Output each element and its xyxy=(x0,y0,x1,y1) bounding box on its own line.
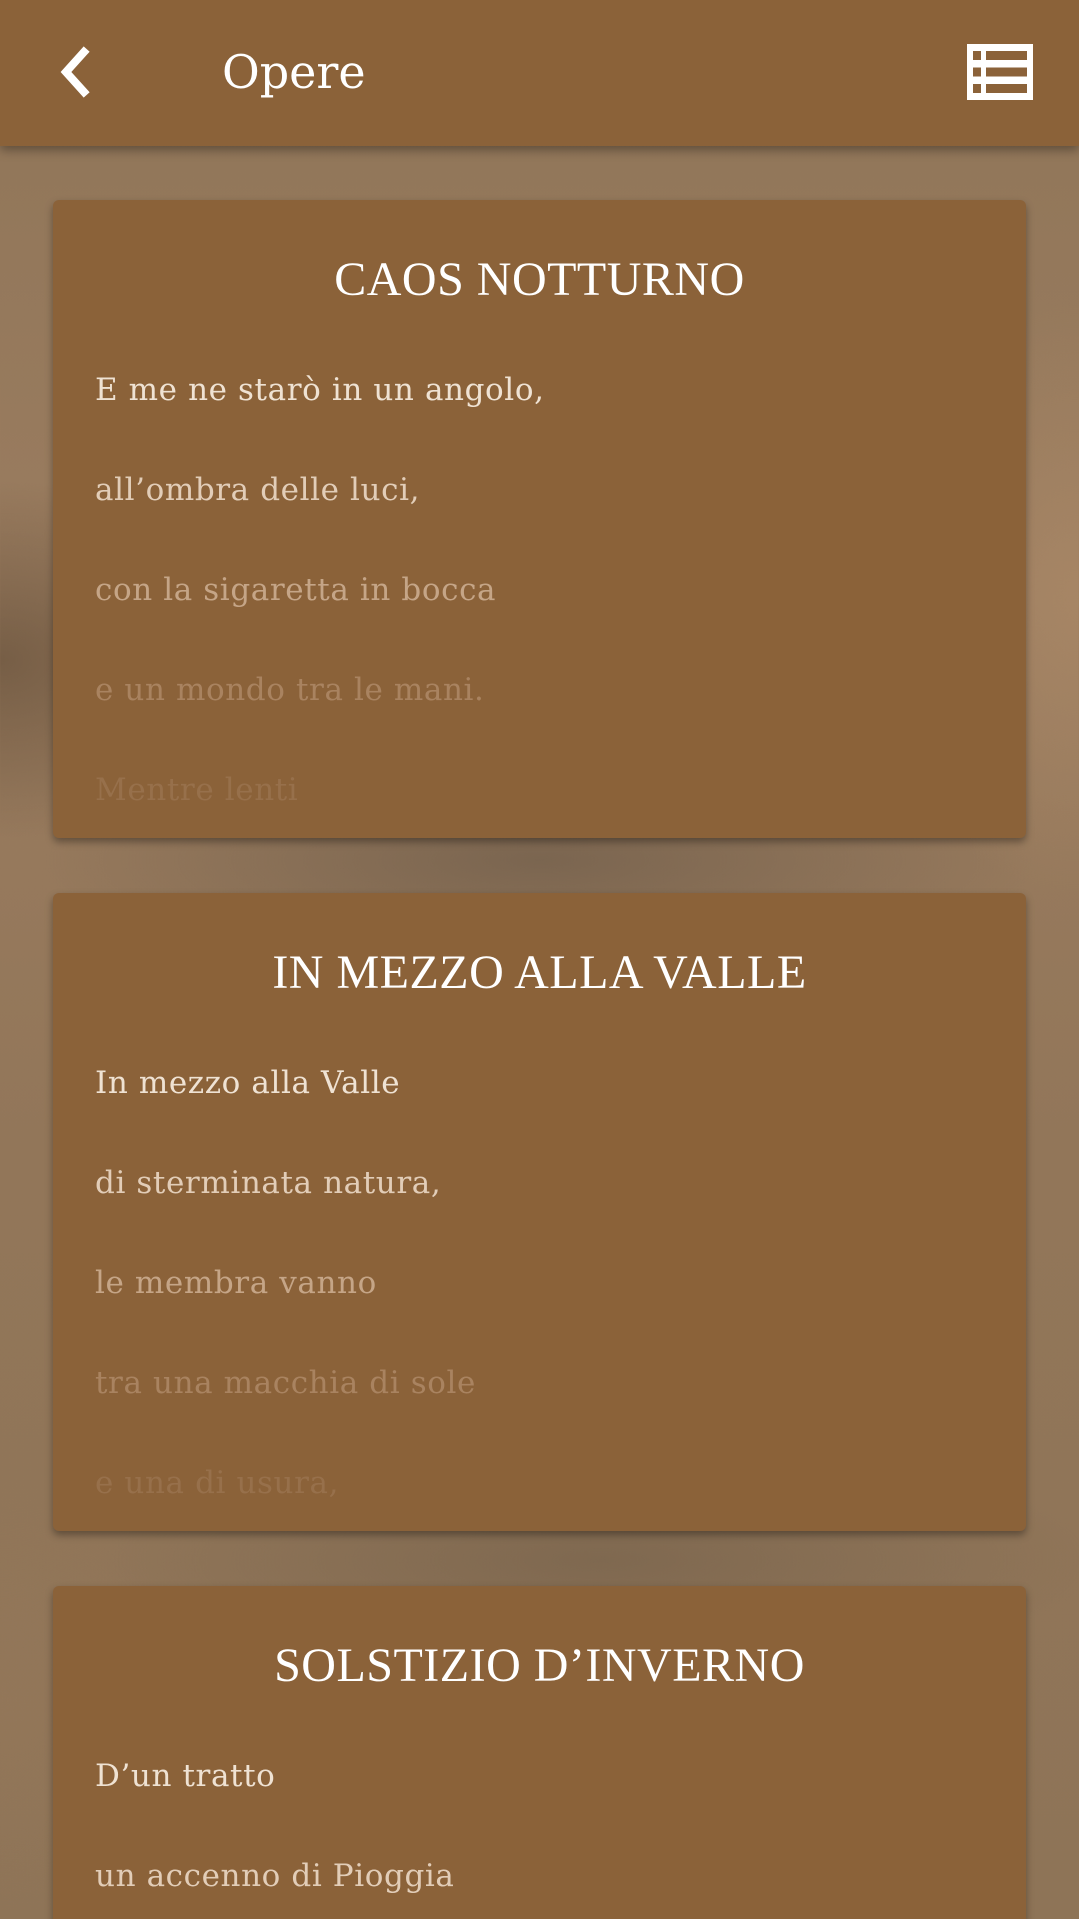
verse-line: di sterminata natura, xyxy=(95,1165,442,1201)
poem-title: SOLSTIZIO D’INVERNO xyxy=(274,1639,805,1692)
back-button[interactable] xyxy=(48,36,108,108)
verse-line: e un mondo tra le mani. xyxy=(95,672,485,708)
verse-line: D’un tratto xyxy=(95,1758,276,1794)
poem-card-in-mezzo-alla-valle[interactable] xyxy=(53,893,1026,1531)
verse-line: In mezzo alla Valle xyxy=(95,1065,401,1101)
app-bar xyxy=(0,0,1079,146)
list-view-button[interactable] xyxy=(967,44,1033,100)
poem-preview xyxy=(95,1756,455,1919)
chevron-left-icon xyxy=(48,36,108,108)
poem-card-caos-notturno[interactable] xyxy=(53,200,1026,838)
verse-line: E me ne starò in un angolo, xyxy=(95,372,545,408)
verse-line: le membra vanno xyxy=(95,1265,377,1301)
poem-title: CAOS NOTTURNO xyxy=(334,253,745,306)
list-view-icon xyxy=(967,44,1033,100)
verse-line: all’ombra delle luci, xyxy=(95,472,421,508)
poem-card-solstizio-d-inverno[interactable] xyxy=(53,1586,1026,1919)
poem-preview xyxy=(95,1063,476,1531)
poem-preview xyxy=(95,370,545,838)
verse-line: un accenno di Pioggia xyxy=(95,1858,455,1894)
page-title: Opere xyxy=(222,45,366,99)
verse-line: con la sigaretta in bocca xyxy=(95,572,497,608)
poem-title: IN MEZZO ALLA VALLE xyxy=(272,946,807,999)
verse-line: e una di usura, xyxy=(95,1465,340,1501)
verse-line: tra una macchia di sole xyxy=(95,1365,476,1401)
verse-line: Mentre lenti xyxy=(95,772,299,808)
